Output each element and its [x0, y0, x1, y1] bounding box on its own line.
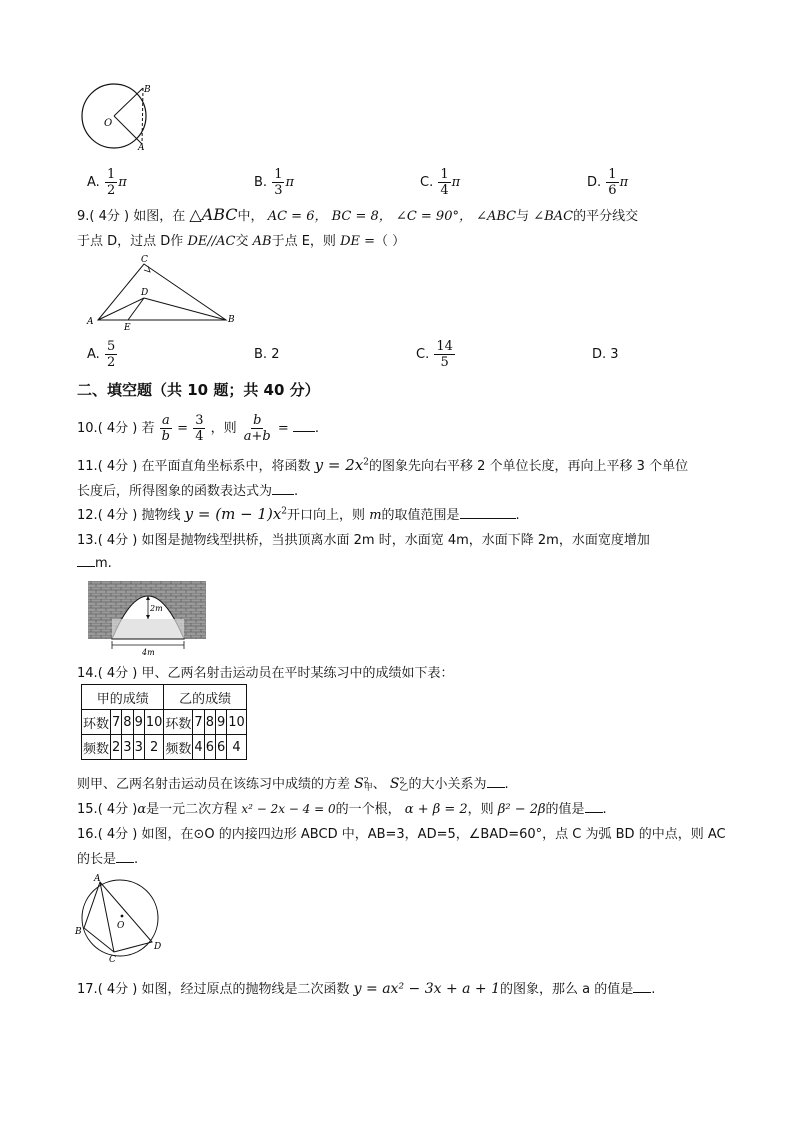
q16-line2: 的长是 . [77, 852, 139, 867]
q8-option-a: A. $\frac{1}{2}$ π [87, 167, 127, 198]
q9-option-a: A. $\frac{5}{2}$ [87, 339, 116, 370]
q8-label-o: O [104, 118, 113, 129]
q12-line: 12.( 4分 ) 抛物线 $y = (m - 1)x^2$开口向上，则 m的取值范围是 . [77, 505, 520, 523]
q9-triangle-figure [84, 254, 240, 334]
q16-inscribed-quad-figure [72, 872, 168, 964]
q11-answer-blank[interactable] [272, 482, 294, 495]
q8-option-c: C. $\frac{1}{4}$ π [420, 167, 461, 198]
table-header-yi: 乙的成绩 [164, 685, 246, 710]
q9-option-d: D. 3 [592, 347, 619, 362]
section-title-fill-in: 二、填空题（共 10 题；共 40 分） [77, 381, 320, 399]
q8-label-b: B [144, 85, 151, 95]
q9-option-c: C. $\frac{14}{5}$ [416, 339, 453, 370]
q9-label-c: C [141, 255, 148, 265]
q15-line: 15.( 4分 )α是一元二次方程 x² − 2x − 4 = 0的一个根， α + β = 2，则 β² − 2β的值是 . [77, 802, 607, 817]
q13-line1: 13.( 4分 ) 如图是抛物线型拱桥，当拱顶离水面 2m 时，水面宽 4m，水面下降 2m，水面宽度增加 [77, 533, 650, 548]
q14-answer-blank[interactable] [487, 775, 505, 788]
q16-label-d: D [154, 942, 162, 952]
q16-label-c: C [109, 955, 116, 964]
q13-label-height: 2m [150, 604, 163, 613]
q15-answer-blank[interactable] [585, 800, 603, 813]
q13-line2: m. [77, 554, 112, 571]
q11-line1: 11.( 4分 ) 在平面直角坐标系中，将函数 $y = 2x^2$的图象先向右平移 2 个单位长度，再向上平移 3 个单位 [77, 456, 689, 474]
q9-line2: 于点 D，过点 D作 DE//AC交 AB于点 E，则 DE =（ ） [77, 234, 406, 249]
q16-label-b: B [75, 927, 82, 937]
q14-line1: 14.( 4分 ) 甲、乙两名射击运动员在平时某练习中的成绩如下表： [77, 666, 454, 681]
q16-label-o: O [117, 921, 125, 931]
q8-label-a: A [138, 143, 145, 152]
q9-label-e: E [124, 323, 131, 333]
q9-line1: 9.( 4分 ) 如图，在 △ABC中， AC = 6， BC = 8， ∠C = 90°， ∠ABC与 ∠BAC的平分线交 [77, 205, 639, 224]
q14-score-table [81, 684, 247, 760]
table-row: 环数 7 8 9 10 环数 7 8 9 10 [82, 710, 247, 735]
q12-answer-blank[interactable] [460, 506, 516, 519]
q13-arch-bridge-figure [88, 581, 208, 657]
q16-answer-blank[interactable] [116, 850, 134, 863]
q13-label-width: 4m [142, 648, 155, 657]
q11-line2: 长度后，所得图象的函数表达式为 . [77, 484, 299, 499]
q17-line: 17.( 4分 ) 如图，经过原点的抛物线是二次函数 y = ax² − 3x + a + 1的图象，那么 a 的值是 . [77, 981, 656, 997]
table-header-jia: 甲的成绩 [82, 685, 164, 710]
q16-line1: 16.( 4分 ) 如图，在⊙O 的内接四边形 ABCD 中，AB=3，AD=5，∠BAD=60°，点 C 为弧 BD 的中点，则 AC [77, 827, 726, 842]
q10-answer-blank[interactable] [293, 419, 315, 432]
q14-line2: 则甲、乙两名射击运动员在该练习中成绩的方差 S 2 甲 、 S 2 乙 的大小关系为 . [77, 775, 509, 794]
q13-answer-blank[interactable] [77, 554, 95, 567]
table-row: 频数 2 3 3 2 频数 4 6 6 4 [82, 735, 247, 760]
q9-label-d: D [141, 288, 149, 298]
q9-label-a: A [87, 317, 94, 327]
q8-option-d: D. $\frac{1}{6}$ π [587, 167, 629, 198]
q8-option-b: B. $\frac{1}{3}$ π [254, 167, 295, 198]
q9-option-b: B. 2 [254, 347, 280, 362]
q10-line: 10.( 4分 ) 若 $\frac{a}{b}$ = $\frac{3}{4}$ ，则 $\frac{b}{a+b}$ = . [77, 413, 320, 444]
q16-label-a: A [94, 874, 101, 884]
q8-circle-figure [76, 80, 156, 152]
q9-label-b: B [228, 315, 235, 325]
q17-answer-blank[interactable] [633, 980, 651, 993]
